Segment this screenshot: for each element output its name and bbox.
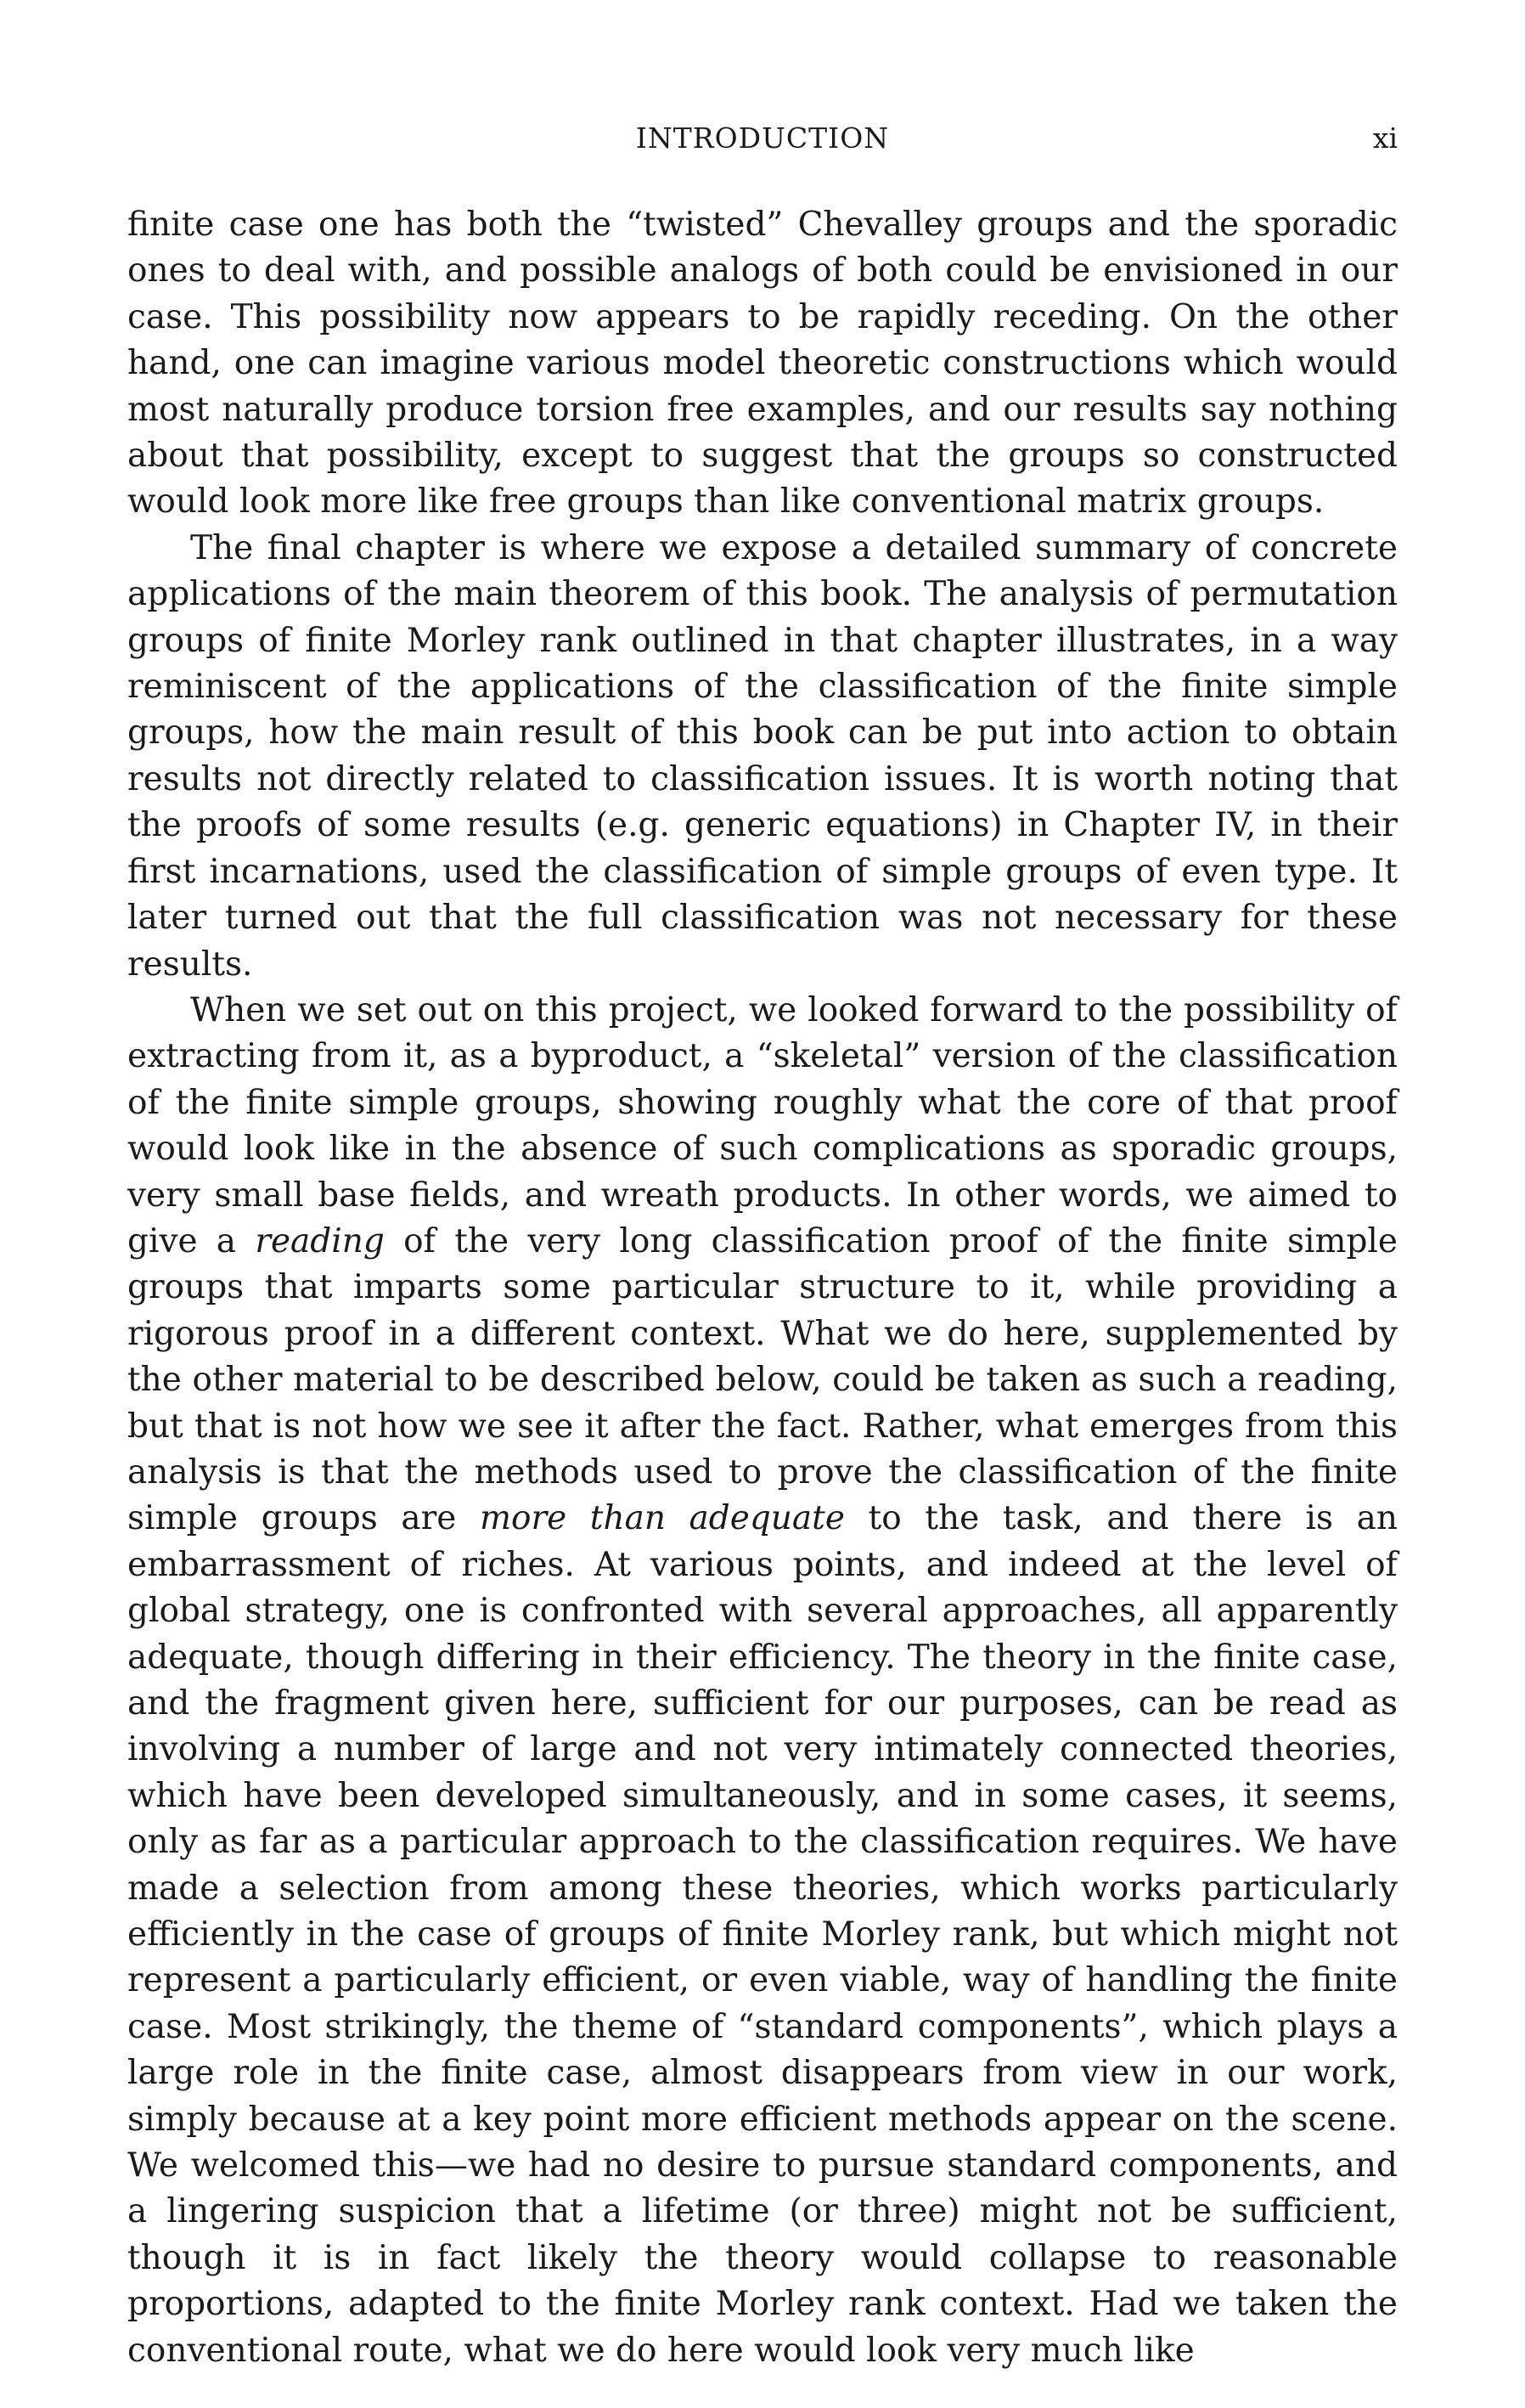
paragraph-final-chapter: The final chapter is where we expose a detailed summary of concrete applications of the main theorem of this book. The analysis of permutation groups of finite Morley rank outlined in that chapter illustrates, in a way reminiscent of the applications of the classification of the finite simple groups, how the main result of this book can be put into action to obtain results not directly related to classification issues. It is worth noting that the proofs of some results (e.g. generic equations) in Chapter IV, in their first incarnations, used the classification of simple groups of even type. It later turned out that the full classification was not necessary for these results.: [127, 528, 1398, 984]
paragraph-continued: finite case one has both the “twisted” Chevalley groups and the sporadic ones to deal with, and possible analogs of both could be envisioned in our case. This possibility now appears to be rapidly receding. On the other hand, one can imagine various model theoretic constructions which would most naturally produce torsion free examples, and our results say nothing about that possibility, except to suggest that the groups so constructed would look more like free groups than like conventional matrix groups.: [127, 206, 1398, 522]
running-head: [127, 117, 1398, 160]
paragraph-text-segment: When we set out on this project, we looked forward to the possibility of extracting from it, as a byproduct, a “skeletal” version of the classification of the finite simple groups, showing roughly what the core of that proof would look like in the absence of such complications as sporadic groups, very small base fields, and wreath products. In other words, we aimed to give a: [127, 990, 1398, 1260]
italic-reading: reading: [255, 1221, 385, 1260]
paragraph-text-segment: to the task, and there is an embarrassment of riches. At various points, and indeed at the level of global strategy, one is confronted with several approaches, all apparently adequate, though differing in their efficiency. The theory in the finite case, and the fragment given here, sufficient for our purposes, can be read as involving a number of large and not very intimately connected theories, which have been developed simultaneously, and in some cases, it seems, only as far as a particular approach to the classification requires. We have made a selection from among these theories, which works particularly efficiently in the case of groups of finite Morley rank, but which might not represent a particularly efficient, or even viable, way of handling the finite case. Most strikingly, the theme of “standard components”, which plays a large role in the finite case, almost disappears from view in our work, simply because at a key point more efficient methods appear on the scene. We welcomed this—we had no desire to pursue standard components, and a lingering suspicion that a lifetime (or three) might not be sufficient, though it is in fact likely the theory would collapse to reasonable proportions, adapted to the finite Morley rank context. Had we taken the conventional route, what we do here would look very much like: [127, 1499, 1398, 2370]
paragraph-text-segment: of the very long classification proof of the finite simple groups that imparts some particular structure to it, while providing a rigorous proof in a different context. What we do here, supplemented by the other material to be described below, could be taken as such a reading, but that is not how we see it after the fact. Rather, what emerges from this analysis is that the methods used to prove the classification of the finite simple groups are: [127, 1221, 1398, 1538]
body-text: [127, 202, 1398, 2374]
paragraph-project-goals: [127, 988, 1398, 2374]
page-number: xi: [1372, 121, 1398, 155]
running-head-title: INTRODUCTION: [635, 121, 890, 155]
italic-more-than-adequate: more than adequate: [479, 1499, 845, 1538]
